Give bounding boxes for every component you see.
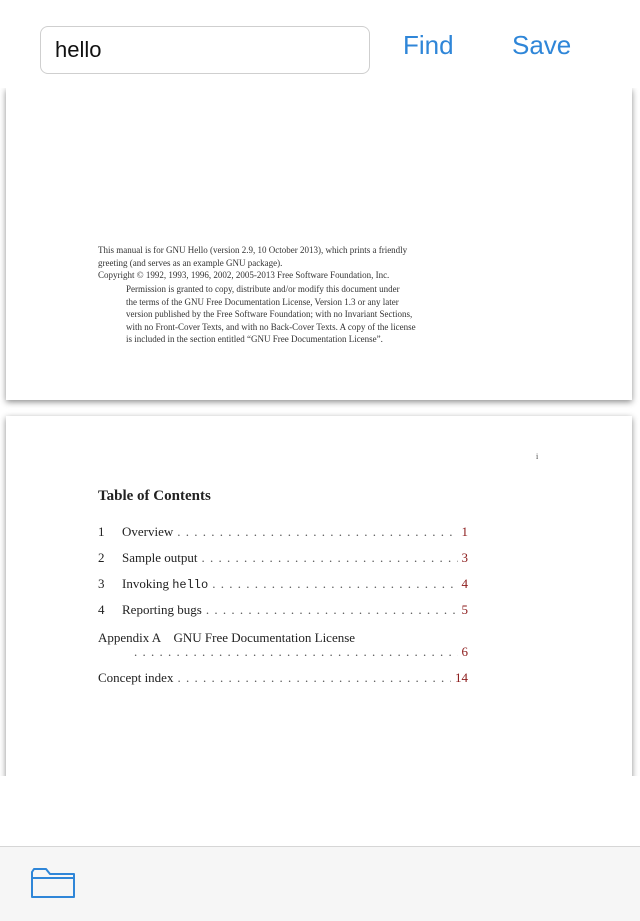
- toc-entry-sample-output[interactable]: [98, 550, 468, 566]
- page-number: i: [536, 452, 539, 461]
- toc-leader-dots: [177, 670, 451, 686]
- copyright-block: [98, 244, 542, 282]
- save-button[interactable]: Save: [512, 30, 572, 60]
- document-viewer[interactable]: [0, 88, 640, 776]
- bottom-toolbar: [0, 846, 640, 921]
- toc-entry-page[interactable]: 3: [461, 550, 468, 565]
- toc-entry-reporting-bugs[interactable]: [98, 602, 468, 618]
- permission-line: version published by the Free Software Foundation; with no Invariant Sections,: [126, 309, 413, 319]
- permission-line: is included in the section entitled “GNU Free Documentation License”.: [126, 334, 383, 344]
- toc-entry-page[interactable]: 6: [461, 644, 468, 659]
- permission-line: the terms of the GNU Free Documentation License, Version 1.3 or any later: [126, 296, 399, 307]
- toc-entry-number: 4: [98, 602, 105, 617]
- toc-entry-code: hello: [172, 578, 209, 592]
- top-toolbar: [0, 0, 640, 88]
- document-page-copyright: [6, 88, 632, 400]
- toc-entry-overview[interactable]: [98, 524, 468, 540]
- copyright-line: greeting (and serves as an example GNU package).: [98, 257, 283, 268]
- toc-entry-appendix-label[interactable]: Appendix A GNU Free Documentation License: [98, 630, 356, 645]
- toc-entry-page[interactable]: 5: [461, 602, 468, 617]
- toc-entry-concept-index[interactable]: [98, 670, 468, 686]
- document-page-toc: [6, 416, 632, 776]
- toc-entry-label: Overview: [122, 524, 174, 539]
- toc-entry-page[interactable]: 1: [461, 524, 468, 539]
- toc-entry-page[interactable]: 14: [455, 670, 468, 685]
- folder-button[interactable]: [30, 866, 76, 900]
- copyright-line: Copyright © 1992, 1993, 1996, 2002, 2005-2013 Free Software Foundation, Inc.: [98, 270, 390, 280]
- toc-entry-label: Concept index: [98, 670, 174, 685]
- toc-entry-appendix[interactable]: [130, 644, 468, 660]
- toc-leader-dots: [134, 644, 458, 660]
- toc-entry-number: 1: [98, 524, 105, 539]
- find-button[interactable]: Find: [403, 30, 454, 60]
- permission-line: with no Front-Cover Texts, and with no Back-Cover Texts. A copy of the license: [126, 321, 416, 332]
- toc-entry-number: 3: [98, 576, 105, 591]
- toc-entry-label-text: Invoking: [122, 576, 169, 591]
- permission-notice: [126, 283, 512, 346]
- toc-leader-dots: [206, 602, 458, 618]
- toc-title: Table of Contents: [98, 488, 211, 504]
- folder-icon: [30, 866, 76, 900]
- toc-leader-dots: [201, 550, 457, 566]
- toc-entry-label: [122, 576, 208, 592]
- toc-entry-invoking[interactable]: [98, 576, 468, 592]
- copyright-line: This manual is for GNU Hello (version 2.9, 10 October 2013), which prints a friendly: [98, 245, 408, 255]
- toc-entry-label: Sample output: [122, 550, 198, 565]
- toc-entry-number: 2: [98, 550, 105, 565]
- search-input[interactable]: [40, 26, 370, 74]
- toc-leader-dots: [212, 576, 457, 592]
- toc-entry-label: Reporting bugs: [122, 602, 202, 617]
- toc-leader-dots: [177, 524, 457, 540]
- permission-line: Permission is granted to copy, distribute and/or modify this document under: [126, 284, 400, 294]
- toc-entry-page[interactable]: 4: [461, 576, 468, 591]
